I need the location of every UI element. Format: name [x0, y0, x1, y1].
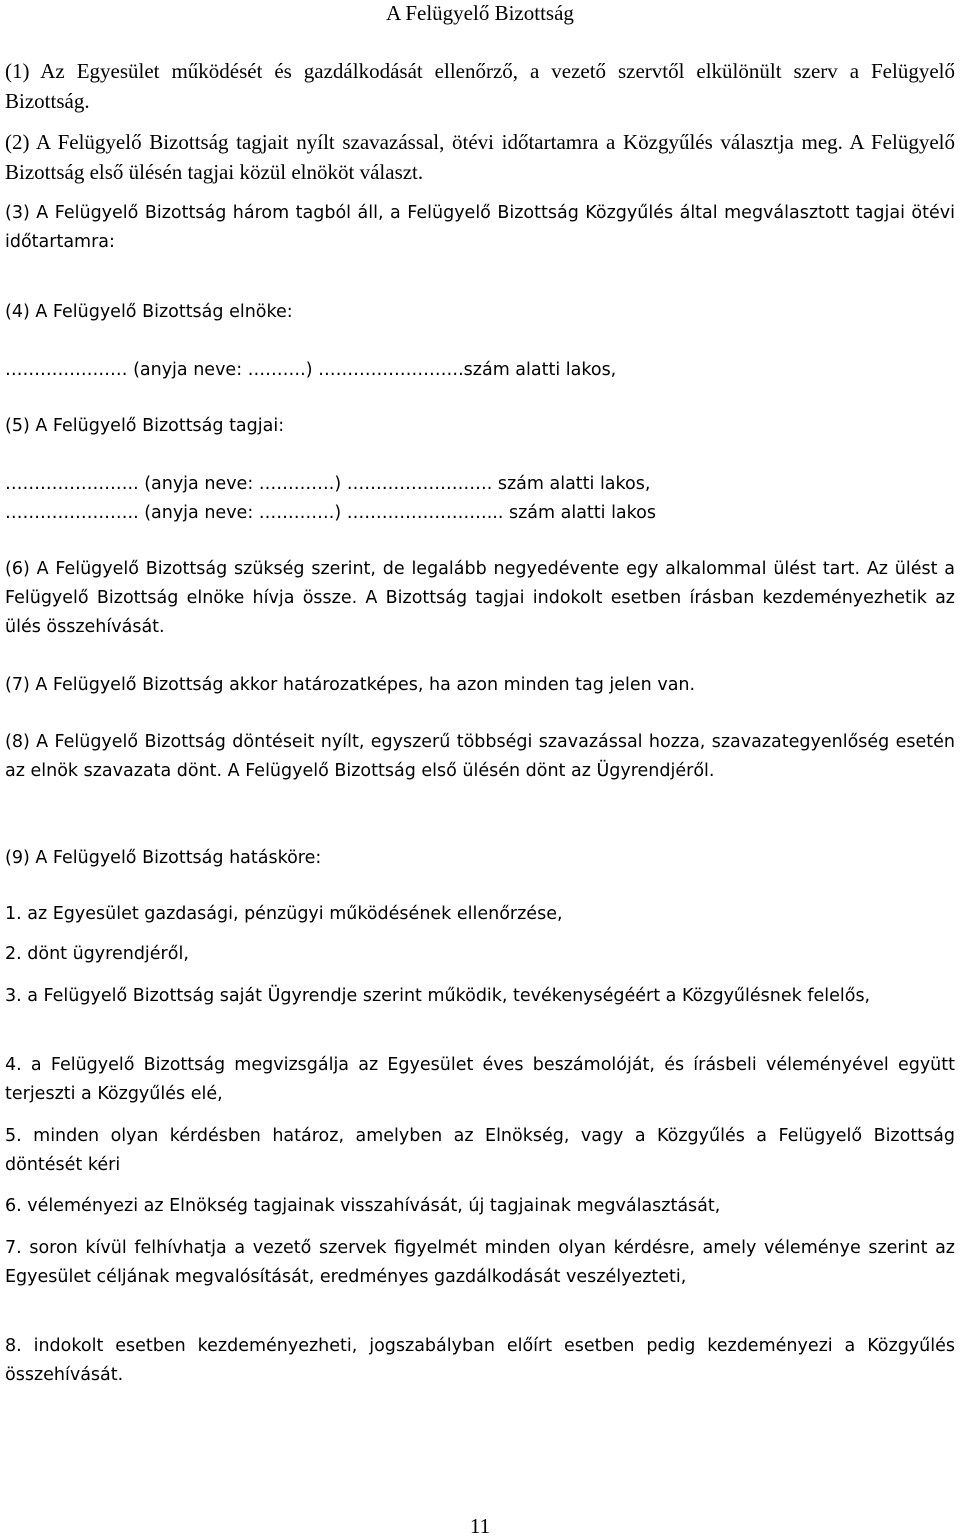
- list-item-3: 3. a Felügyelő Bizottság saját Ügyrendje szerint működik, tevékenységéért a Közgyűlésnek felelős,: [5, 986, 871, 1006]
- paragraph-9: (9) A Felügyelő Bizottság hatásköre:: [5, 848, 322, 868]
- member-blank-line-1: ………………….. (anyja neve: ………….) ……………………. szám alatti lakos,: [5, 474, 651, 494]
- page-title: A Felügyelő Bizottság: [386, 1, 574, 25]
- chair-blank-line: ………………… (anyja neve: ……….) …………………….szám alatti lakos,: [5, 360, 617, 380]
- paragraph-3: (3) A Felügyelő Bizottság három tagból áll, a Felügyelő Bizottság Közgyűlés által megválasztott tagjai ötévi időtartamra:: [5, 203, 955, 252]
- list-item-5: 5. minden olyan kérdésben határoz, amelyben az Elnökség, vagy a Közgyűlés a Felügyelő Bizottság döntését kéri: [5, 1126, 955, 1175]
- member-blank-line-2: ………………….. (anyja neve: ………….) ……………………... szám alatti lakos: [5, 503, 656, 523]
- list-item-8: 8. indokolt esetben kezdeményezheti, jogszabályban előírt esetben pedig kezdeményezi a Közgyűlés összehívását.: [5, 1336, 955, 1385]
- list-item-2: 2. dönt ügyrendjéről,: [5, 944, 189, 964]
- paragraph-4: (4) A Felügyelő Bizottság elnöke:: [5, 302, 293, 322]
- paragraph-6: (6) A Felügyelő Bizottság szükség szerint, de legalább negyedévente egy alkalommal ülést tart. Az ülést a Felügyelő Bizottság elnöke hívja össze. A Bizottság tagjai indokolt esetben írásban kezdeményezhetik az ülés összehívását.: [5, 559, 955, 637]
- paragraph-5: (5) A Felügyelő Bizottság tagjai:: [5, 416, 285, 436]
- paragraph-8: (8) A Felügyelő Bizottság döntéseit nyílt, egyszerű többségi szavazással hozza, szavazategyenlőség esetén az elnök szavazata dönt. A Felügyelő Bizottság első ülésén dönt az Ügyrendjéről.: [5, 732, 955, 781]
- paragraph-1: (1) Az Egyesület működését és gazdálkodását ellenőrző, a vezető szervtől elkülönült szerv a Felügyelő Bizottság.: [5, 59, 955, 113]
- list-item-4: 4. a Felügyelő Bizottság megvizsgálja az Egyesület éves beszámolóját, és írásbeli véleményével együtt terjeszti a Közgyűlés elé,: [5, 1055, 955, 1104]
- paragraph-2: (2) A Felügyelő Bizottság tagjait nyílt szavazással, ötévi időtartamra a Közgyűlés választja meg. A Felügyelő Bizottság első ülésén tagjai közül elnököt választ.: [5, 130, 955, 184]
- paragraph-7: (7) A Felügyelő Bizottság akkor határozatképes, ha azon minden tag jelen van.: [5, 675, 696, 695]
- list-item-1: 1. az Egyesület gazdasági, pénzügyi működésének ellenőrzése,: [5, 904, 563, 924]
- page-number: 11: [469, 1514, 491, 1538]
- list-item-7: 7. soron kívül felhívhatja a vezető szervek figyelmét minden olyan kérdésre, amely véleménye szerint az Egyesület céljának megvalósítását, eredményes gazdálkodását veszélyezteti,: [5, 1238, 955, 1287]
- list-item-6: 6. véleményezi az Elnökség tagjainak visszahívását, új tagjainak megválasztását,: [5, 1196, 721, 1216]
